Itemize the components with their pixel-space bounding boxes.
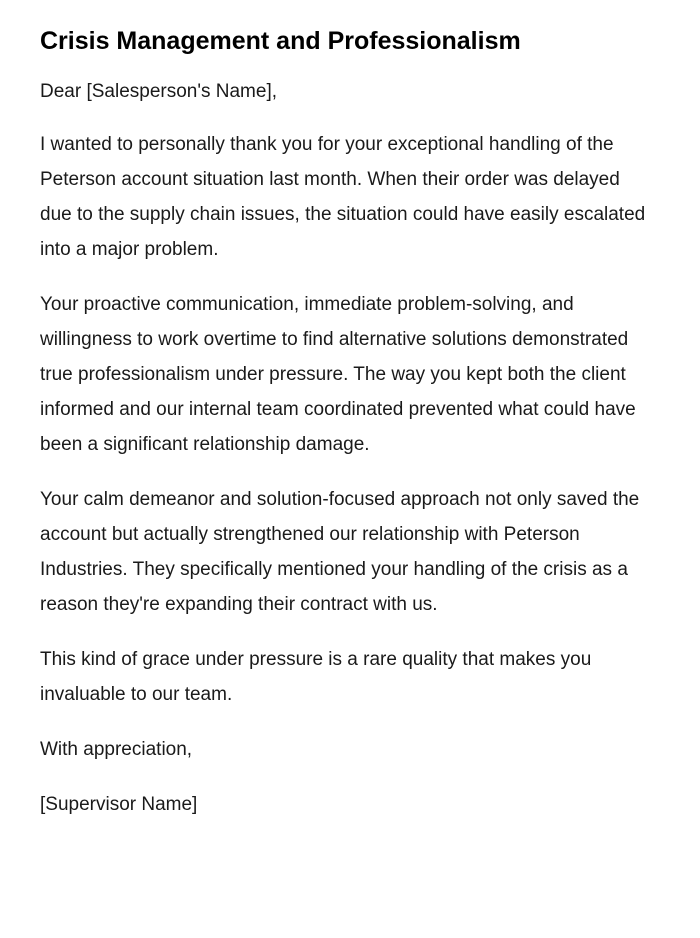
salutation: Dear [Salesperson's Name], (40, 81, 278, 102)
closing: With appreciation, (40, 739, 193, 760)
body-paragraph-4: This kind of grace under pressure is a rare quality that makes you invaluable to our team. (40, 649, 592, 705)
signature: [Supervisor Name] (40, 794, 198, 815)
page-title: Crisis Management and Professionalism (40, 27, 521, 55)
body-paragraph-1: I wanted to personally thank you for your exceptional handling of the Peterson account situation last month. When their order was delayed due to the supply chain issues, the situation could have easily escalated into a major problem. (40, 134, 646, 260)
body-paragraph-3: Your calm demeanor and solution-focused approach not only saved the account but actually strengthened our relationship with Peterson Industries. They specifically mentioned your handling of the crisis as a reason they're expanding their contract with us. (40, 489, 640, 615)
body-paragraph-2: Your proactive communication, immediate problem-solving, and willingness to work overtime to find alternative solutions demonstrated true professionalism under pressure. The way you kept both the client informed and our internal team coordinated prevented what could have been a significant relationship damage. (40, 294, 636, 455)
